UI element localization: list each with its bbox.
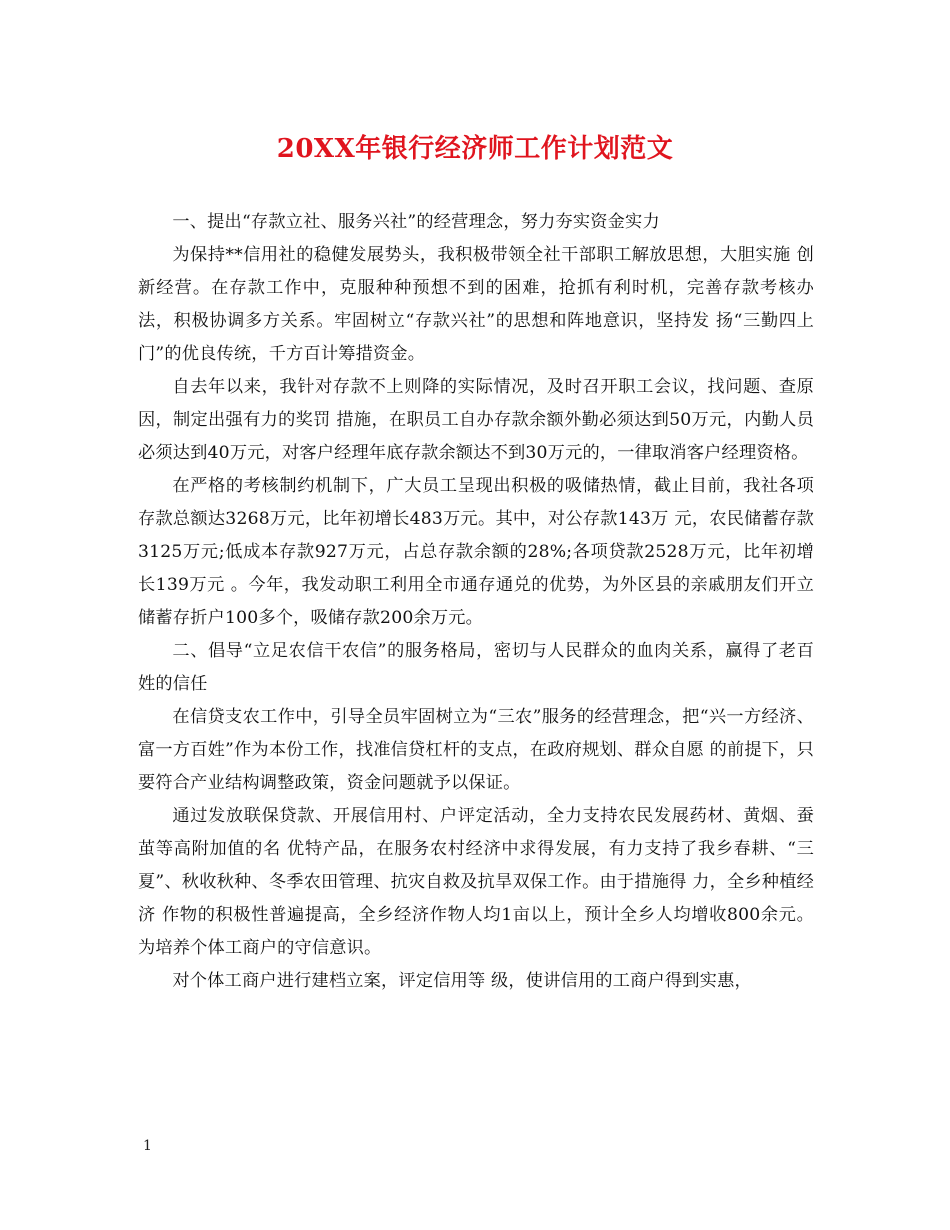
section-heading-1: 一、提出“存款立社、服务兴社”的经营理念，努力夯实资金实力 (172, 212, 660, 232)
page-number: 1 (143, 1138, 152, 1154)
paragraph-5: 通过发放联保贷款、开展信用村、户评定活动，全力支持农民发展药材、黄烟、蚕茧等高附加值的名 优特产品，在服务农村经济中求得发展，有力支持了我乡春耕、“三夏”、秋收秋种、冬季农田管理、抗灾自救及抗旱双保工作。由于措施得 力，全乡种植经济 作物的积极性普遍提高，全乡经济作物人均1亩以上，预计全乡人均增收800余元。为培养个体工商户的守信意识。 (138, 806, 814, 958)
paragraph-1: 为保持**信用社的稳健发展势头，我积极带领全社干部职工解放思想，大胆实施 创新经营。在存款工作中，克服种种预想不到的困难，抢抓有利时机，完善存款考核办法，积极协调多方关系。牢固树立“存款兴社”的思想和阵地意识，坚持发 扬“三勤四上门”的优良传统，千方百计筹措资金。 (138, 245, 814, 364)
section-heading-2: 二、倡导“立足农信干农信”的服务格局，密切与人民群众的血肉关系，赢得了老百姓的信任 (138, 641, 814, 694)
paragraph-4: 在信贷支农工作中，引导全员牢固树立为“三农”服务的经营理念，把“兴一方经济、富一方百姓”作为本份工作，找准信贷杠杆的支点，在政府规划、群众自愿 的前提下，只要符合产业结构调整政策，资金问题就予以保证。 (138, 707, 814, 793)
paragraph-6: 对个体工商户进行建档立案，评定信用等 级，使讲信用的工商户得到实惠， (172, 971, 752, 991)
paragraph-3: 在严格的考核制约机制下，广大员工呈现出积极的吸储热情，截止目前，我社各项存款总额达3268万元，比年初增长483万元。其中，对公存款143万 元，农民储蓄存款3125万元;低成本存款927万元，占总存款余额的28%;各项贷款2528万元，比年初增长139万元 。今年，我发动职工利用全市通存通兑的优势，为外区县的亲戚朋友们开立储蓄存折户100多个，吸储存款200余万元。 (138, 476, 814, 628)
document-title: 20XX年银行经济师工作计划范文 (276, 134, 674, 164)
document-body (138, 206, 814, 998)
paragraph-2: 自去年以来，我针对存款不上则降的实际情况，及时召开职工会议，找问题、查原因，制定出强有力的奖罚 措施，在职员工自办存款余额外勤必须达到50万元，内勤人员必须达到40万元，对客户经理年底存款余额达不到30万元的，一律取消客户经理资格。 (138, 377, 814, 463)
